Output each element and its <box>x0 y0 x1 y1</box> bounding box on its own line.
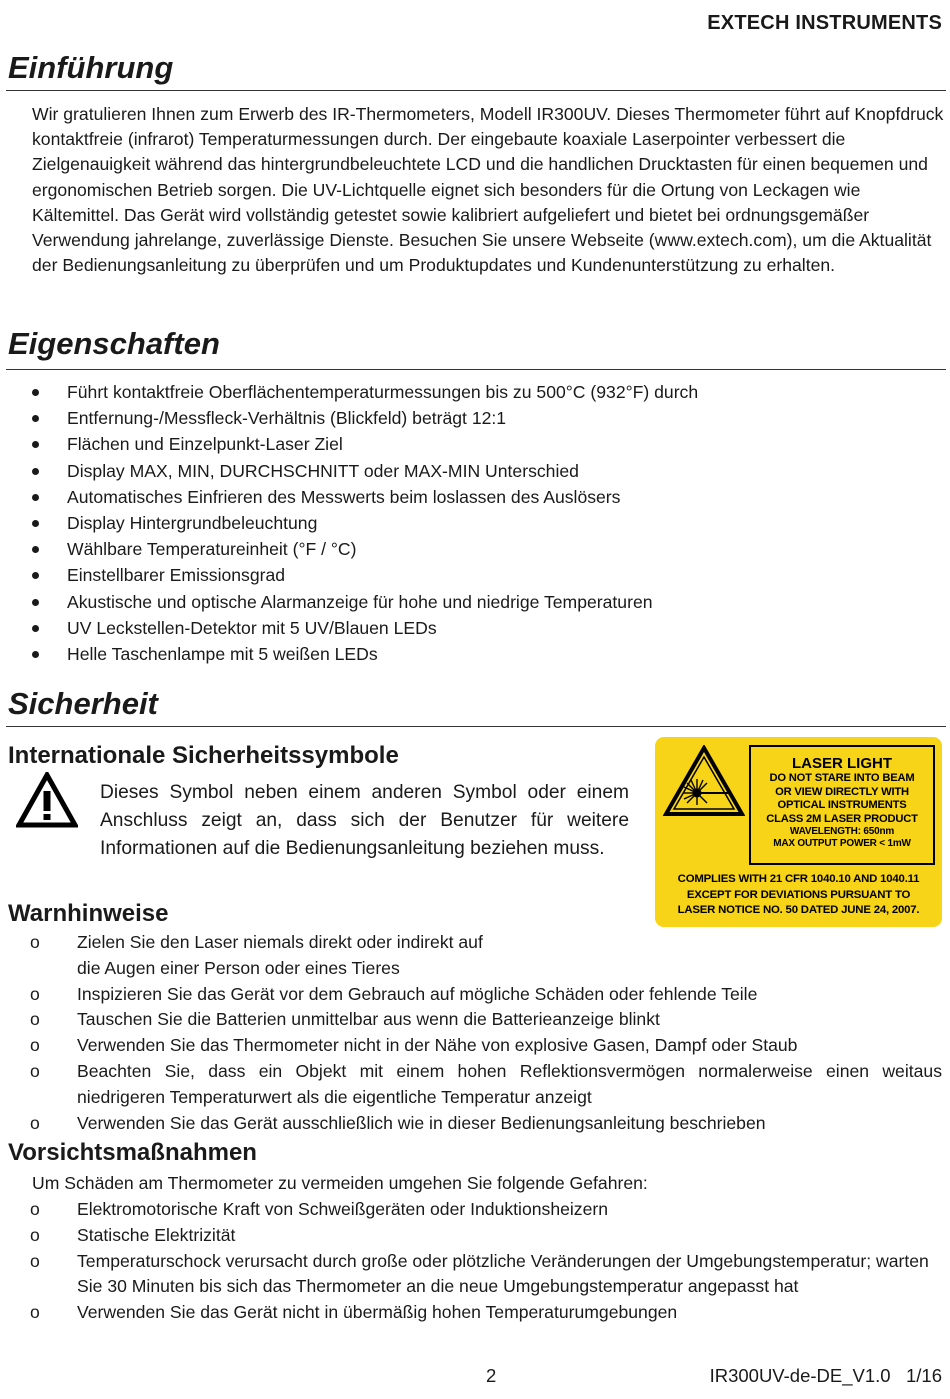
document-id: IR300UV-de-DE_V1.0 1/16 <box>709 1365 942 1386</box>
laser-line: DO NOT STARE INTO BEAM <box>769 772 915 784</box>
intro-paragraph: Wir gratulieren Ihnen zum Erwerb des IR-Thermometers, Modell IR300UV. Dieses Thermometer führt auf Knopfdruck kontaktfreie (infrarot) Temperaturmessungen durch. Der eingebaute koaxiale Laserpointer verbessert die Zielgenauigkeit während das hintergrundbeleuchtete LCD und die handlichen Drucktasten für einen bequemen und ergonomischen Betrieb sorgen. Die UV-Lichtquelle eignet sich besonders für die Ortung von Leckagen wie Kältemittel. Das Gerät wird vollständig getestet sowie kalibriert aufgeliefert und bietet bei ordnungsgemäßer Verwendung jahrelange, zuverlässige Dienste. Besuchen Sie unsere Webseite (www.extech.com), um die Aktualität der Bedienungsanleitung zu überprüfen und um Produktupdates und Kundenunterstützung zu erhalten. <box>32 104 944 276</box>
list-item: Automatisches Einfrieren des Messwerts beim loslassen des Auslösers <box>0 484 950 510</box>
features-list <box>0 379 950 667</box>
warnings-title: Warnhinweise <box>8 900 169 927</box>
list-item: UV Leckstellen-Detektor mit 5 UV/Blauen LEDs <box>0 615 950 641</box>
bullet-dot <box>32 389 39 396</box>
list-item: o Verwenden Sie das Gerät nicht in übermäßig hohen Temperaturumgebungen <box>30 1302 678 1323</box>
list-item: o Verwenden Sie das Gerät ausschließlich wie in dieser Bedienungsanleitung beschrieben <box>30 1112 766 1133</box>
bullet-dot <box>32 572 39 579</box>
laser-line: OPTICAL INSTRUMENTS <box>777 799 907 811</box>
precautions-title: Vorsichtsmaßnahmen <box>8 1139 257 1166</box>
intro-title: Einführung <box>8 50 174 85</box>
intro-divider <box>6 90 946 91</box>
list-item: Display MAX, MIN, DURCHSCHNITT oder MAX-MIN Unterschied <box>0 458 950 484</box>
laser-title: LASER LIGHT <box>792 755 892 772</box>
page-number: 2 <box>486 1365 497 1386</box>
bullet-dot <box>32 494 39 501</box>
list-item: Wählbare Temperatureinheit (°F / °C) <box>0 536 950 562</box>
bullet-dot <box>32 651 39 658</box>
bullet-dot <box>32 520 39 527</box>
list-item: o Zielen Sie den Laser niemals direkt oder indirekt auf die Augen einer Person oder eines Tieres <box>30 932 483 978</box>
brand-header: EXTECH INSTRUMENTS <box>707 12 942 34</box>
list-item: o Statische Elektrizität <box>30 1224 236 1245</box>
list-item: o Temperaturschock verursacht durch große oder plötzliche Veränderungen der Umgebungstemperatur; warten Sie 30 Minuten bis sich das Thermometer an die neue Umgebungstemperatur angepasst hat <box>30 1250 929 1297</box>
list-item: Entfernung-/Messfleck-Verhältnis (Blickfeld) beträgt 12:1 <box>0 405 950 431</box>
list-item: o Inspizieren Sie das Gerät vor dem Gebrauch auf mögliche Schäden oder fehlende Teile <box>30 983 758 1004</box>
list-item: Helle Taschenlampe mit 5 weißen LEDs <box>0 641 950 667</box>
precautions-intro: Um Schäden am Thermometer zu vermeiden umgehen Sie folgende Gefahren: <box>32 1173 648 1193</box>
safety-title: Sicherheit <box>8 686 158 721</box>
list-item: o Tauschen Sie die Batterien unmittelbar aus wenn die Batterieanzeige blinkt <box>30 1009 660 1030</box>
laser-power: MAX OUTPUT POWER < 1mW <box>773 838 911 850</box>
bullet-dot <box>32 415 39 422</box>
laser-warning-label <box>655 737 942 927</box>
list-item: Display Hintergrundbeleuchtung <box>0 510 950 536</box>
warning-triangle-icon <box>16 772 78 828</box>
laser-line: CLASS 2M LASER PRODUCT <box>766 812 918 825</box>
bullet-dot <box>32 599 39 606</box>
laser-warning-icon <box>663 745 745 817</box>
symbol-description: Dieses Symbol neben einem anderen Symbol oder einem Anschluss zeigt an, dass sich der Benutzer für weitere Informationen auf die Bedienungsanleitung beziehen muss. <box>100 782 629 860</box>
list-item: Akustische und optische Alarmanzeige für hohe und niedrige Temperaturen <box>0 589 950 615</box>
list-item: o Beachten Sie, dass ein Objekt mit einem hohen Reflektionsvermögen normalerweise einen weitaus niedrigeren Temperaturwert als die eigentliche Temperatur anzeigt <box>30 1060 942 1107</box>
features-title: Eigenschaften <box>8 326 220 361</box>
bullet-dot <box>32 546 39 553</box>
bullet-dot <box>32 625 39 632</box>
warnings-list <box>0 930 950 1136</box>
laser-info-box <box>749 745 935 865</box>
laser-line: OR VIEW DIRECTLY WITH <box>775 785 909 798</box>
list-item: Führt kontaktfreie Oberflächentemperaturmessungen bis zu 500°C (932°F) durch <box>0 379 950 405</box>
list-item: Flächen und Einzelpunkt-Laser Ziel <box>0 431 950 457</box>
list-item: o Verwenden Sie das Thermometer nicht in der Nähe von explosive Gasen, Dampf oder Staub <box>30 1035 798 1056</box>
safety-divider <box>6 726 946 727</box>
laser-wavelength: WAVELENGTH: 650nm <box>789 826 895 837</box>
precautions-list <box>0 1197 950 1326</box>
list-item: o Elektromotorische Kraft von Schweißgeräten oder Induktionsheizern <box>30 1199 609 1219</box>
features-divider <box>6 369 946 370</box>
bullet-dot <box>32 468 39 475</box>
list-item: Einstellbarer Emissionsgrad <box>0 562 950 588</box>
symbols-title: Internationale Sicherheitssymbole <box>8 742 399 769</box>
bullet-dot <box>32 441 39 448</box>
laser-compliance-text: COMPLIES WITH 21 CFR 1040.10 AND 1040.11 EXCEPT FOR DEVIATIONS PURSUANT TO LASER NOTICE NO. 50 DATED JUNE 24, 2007. <box>677 873 920 916</box>
